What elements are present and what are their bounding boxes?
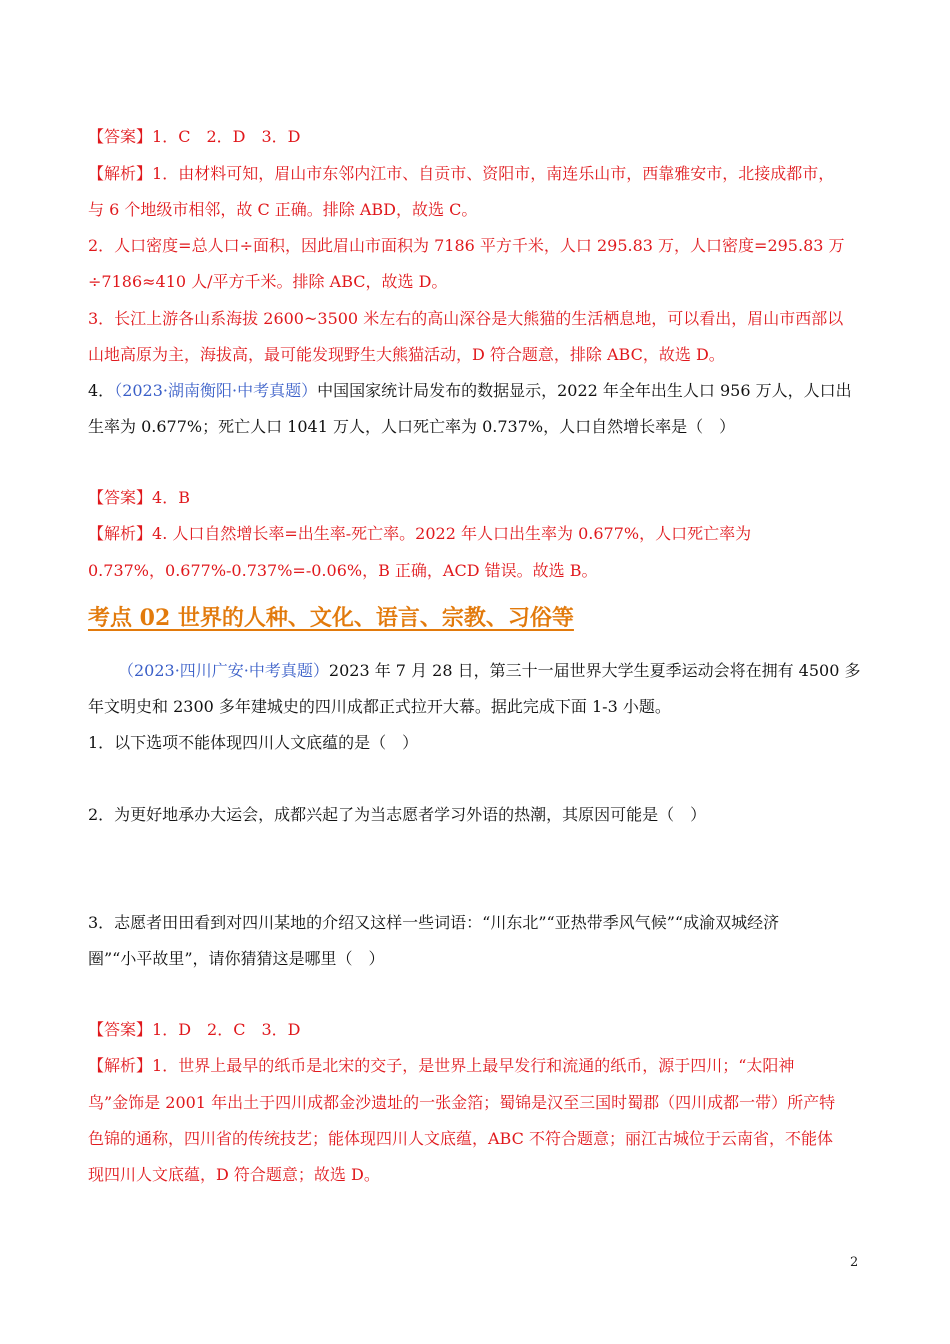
answer-text: 1．C 2．D 3．D [152,127,301,146]
passage-source: （2023·四川广安·中考真题） [118,661,329,680]
analysis-line: 山地高原为主，海拔高，最可能发现野生大熊猫活动，D 符合题意，排除 ABC，故选 D。 [88,345,725,364]
answer-tag: 【答案】 [88,1020,153,1039]
question-4-stem [88,379,866,403]
question-3-stem: 3．志愿者田田看到对四川某地的介绍又这样一些词语：“川东北”“亚热带季风气候”“成渝双城经济 [88,913,780,932]
question-number: 4． [88,381,115,400]
question-1-stem: 1．以下选项不能体现四川人文底蕴的是（ ） [88,733,419,752]
passage-text: 2023 年 7 月 28 日，第三十一届世界大学生夏季运动会将在拥有 4500 多 [328,661,861,680]
question-text: 中国国家统计局发布的数据显示，2022 年全年出生人口 956 万人，人口出 [317,381,852,400]
analysis-text: 1．由材料可知，眉山市东邻内江市、自贡市、资阳市，南连乐山市，西靠雅安市，北接成都市， [152,164,835,183]
answer-line-4 [88,486,866,510]
analysis-line [88,162,866,186]
answer-text: 4．B [152,488,190,507]
analysis-tag: 【解析】 [88,524,153,543]
analysis-text: 1．世界上最早的纸币是北宋的交子，是世界上最早发行和流通的纸币，源于四川；“太阳神 [152,1056,795,1075]
analysis-line: ÷7186≈410 人/平方千米。排除 ABC，故选 D。 [88,272,448,291]
section-heading: 考点 02 世界的人种、文化、语言、宗教、习俗等 [88,605,574,631]
answer-tag: 【答案】 [88,127,153,146]
analysis-line: 鸟”金饰是 2001 年出土于四川成都金沙遗址的一张金箔；蜀锦是汉至三国时蜀郡（四川成都一带）所产特 [88,1093,836,1112]
answer-line-block2 [88,1018,866,1042]
passage-intro [118,659,866,683]
answer-line-1 [88,125,866,149]
analysis-line: 色锦的通称，四川省的传统技艺；能体现四川人文底蕴，ABC 不符合题意；丽江古城位于云南省，不能体 [88,1129,833,1148]
page-number: 2 [850,1255,859,1270]
question-source: （2023·湖南衡阳·中考真题） [114,381,318,400]
answer-text: 1．D 2．C 3．D [152,1020,301,1039]
answer-tag: 【答案】 [88,488,153,507]
analysis-text: 4. 人口自然增长率=出生率-死亡率。2022 年人口出生率为 0.677%，人口死亡率为 [152,524,752,543]
analysis-line: 0.737%，0.677%-0.737%=-0.06%，B 正确，ACD 错误。故选 B。 [88,561,598,580]
analysis-tag: 【解析】 [88,1056,153,1075]
question-4-stem-cont: 生率为 0.677%；死亡人口 1041 万人，人口死亡率为 0.737%，人口自然增长率是（ ） [88,417,736,436]
analysis-line: 2．人口密度=总人口÷面积，因此眉山市面积为 7186 平方千米，人口 295.83 万，人口密度=295.83 万 [88,236,845,255]
analysis-line: 现四川人文底蕴，D 符合题意；故选 D。 [88,1165,380,1184]
analysis-line [88,1054,866,1078]
question-3-stem-cont: 圈”“小平故里”，请你猜猜这是哪里（ ） [88,949,385,968]
analysis-line: 3．长江上游各山系海拔 2600~3500 米左右的高山深谷是大熊猫的生活栖息地，可以看出，眉山市西部以 [88,309,844,328]
question-2-stem: 2．为更好地承办大运会，成都兴起了为当志愿者学习外语的热潮，其原因可能是（ ） [88,805,707,824]
analysis-line: 与 6 个地级市相邻，故 C 正确。排除 ABD，故选 C。 [88,200,478,219]
analysis-line [88,522,866,546]
analysis-tag: 【解析】 [88,164,153,183]
passage-intro-cont: 年文明史和 2300 多年建城史的四川成都正式拉开大幕。据此完成下面 1-3 小题。 [88,697,671,716]
